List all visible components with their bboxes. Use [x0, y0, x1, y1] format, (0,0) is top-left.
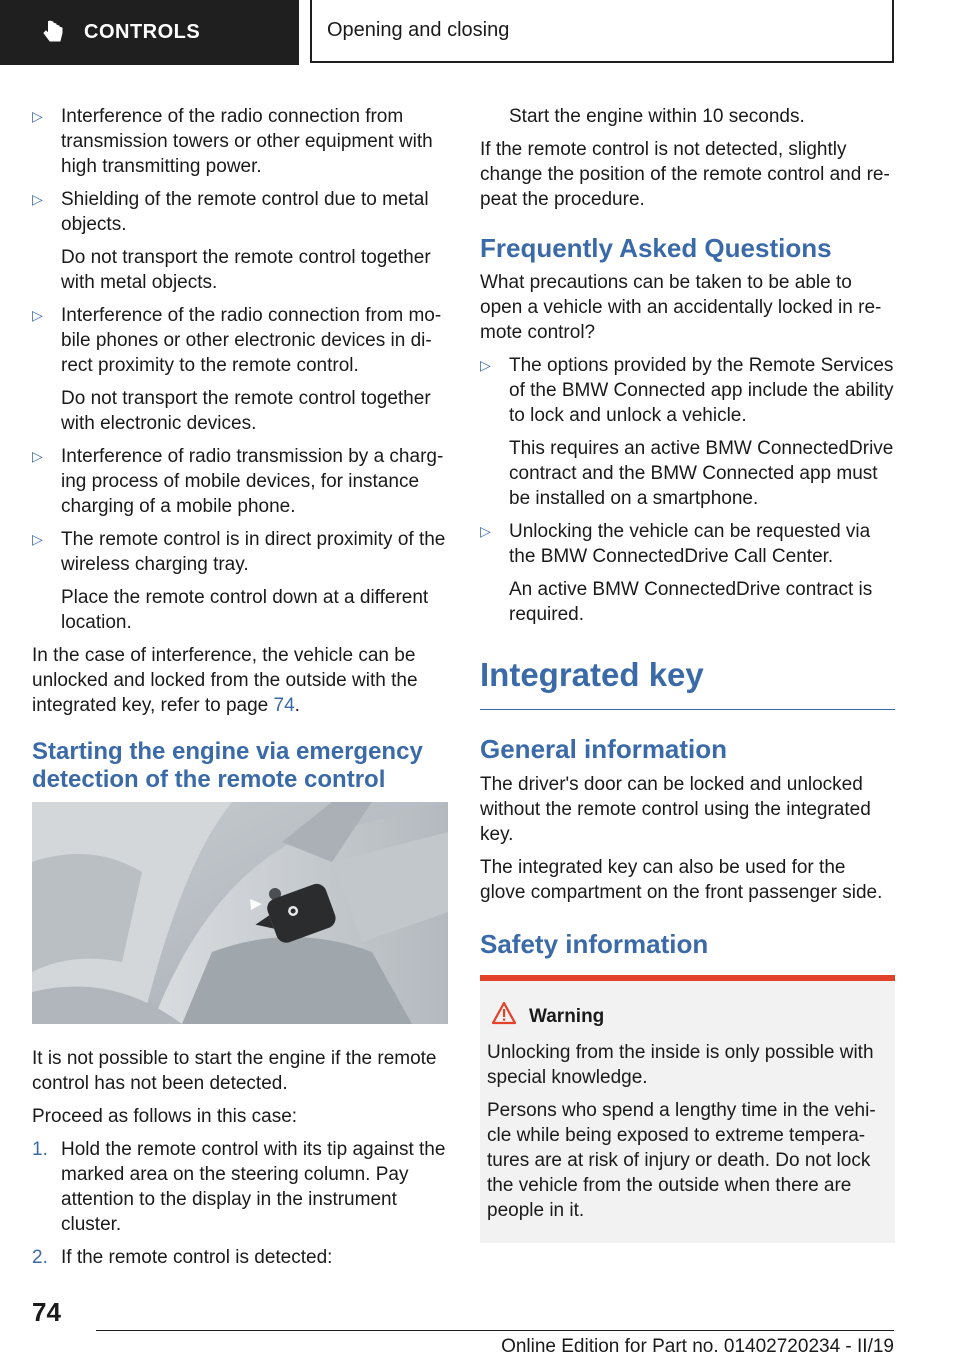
- warning-triangle-icon: [491, 1001, 521, 1032]
- list-item: [32, 303, 448, 436]
- faq-heading: Frequently Asked Questions: [480, 233, 832, 263]
- interference-paragraph: In the case of interference, the vehicle can be unlocked and locked from the outside with the integrated key, refer to page 74.: [32, 645, 418, 716]
- list-item: [480, 353, 895, 511]
- chapter-tab: [310, 0, 894, 63]
- bullet-triangle-icon: ▷: [32, 307, 43, 323]
- step-item: [32, 1245, 448, 1270]
- faq-question: What precautions can be taken to be able to open a vehicle with an accidentally locked in remote control?: [480, 272, 882, 343]
- list-item: [32, 187, 448, 295]
- list-item-text: An active BMW ConnectedDrive contract is required.: [509, 579, 873, 625]
- list-item-text: Place the remote control down at a different location.: [61, 587, 429, 633]
- step-text: If the remote control is detected:: [61, 1247, 333, 1268]
- bullet-triangle-icon: ▷: [32, 531, 43, 547]
- not-possible-text: It is not possible to start the engine if the remote control has not been detected.: [32, 1048, 437, 1094]
- footer-divider: [96, 1330, 894, 1331]
- list-item-text: Interference of radio transmission by a charging process of mobile devices, for instance charging of a mobile phone.: [61, 446, 444, 517]
- step2-continuation: Start the engine within 10 seconds.: [509, 106, 805, 127]
- proceed-text: Proceed as follows in this case:: [32, 1106, 298, 1127]
- page-link[interactable]: 74: [273, 695, 295, 716]
- step-number: 2.: [32, 1247, 48, 1268]
- faq-list: [480, 353, 895, 627]
- right-column: [480, 104, 895, 1243]
- general-info-p1: The driver's door can be locked and unlocked without the remote control using the integrated key.: [480, 774, 871, 845]
- section-tab: [0, 0, 299, 65]
- left-column: [32, 104, 448, 1278]
- general-info-p2: The integrated key can also be used for the glove compartment on the front passenger side.: [480, 857, 883, 903]
- list-item-text: Do not transport the remote control together with metal objects.: [61, 247, 431, 293]
- warning-p1: Unlocking from the inside is only possible with special knowledge.: [487, 1042, 874, 1088]
- list-item-text: The options provided by the Remote Services of the BMW Connected app include the ability to lock and unlock a vehicle.: [509, 355, 894, 426]
- bullet-triangle-icon: ▷: [32, 191, 43, 207]
- section-title: CONTROLS: [84, 21, 201, 43]
- hand-pointer-icon: [40, 20, 66, 46]
- bullet-triangle-icon: ▷: [32, 448, 43, 464]
- chapter-title: Opening and closing: [327, 19, 510, 41]
- general-info-heading: General information: [480, 734, 728, 764]
- safety-heading: Safety information: [480, 929, 709, 959]
- bullet-triangle-icon: ▷: [32, 108, 43, 124]
- not-detected-text: If the remote control is not detected, slightly change the position of the remote control and repeat the procedure.: [480, 139, 890, 210]
- page-number: 74: [32, 1297, 61, 1327]
- step-number: 1.: [32, 1139, 48, 1160]
- list-item-text: Do not transport the remote control together with electronic devices.: [61, 388, 431, 434]
- list-item: [480, 519, 895, 627]
- list-item-text: Shielding of the remote control due to metal objects.: [61, 189, 429, 235]
- bullet-triangle-icon: ▷: [480, 357, 491, 373]
- interference-list: [32, 104, 448, 635]
- list-item-text: The remote control is in direct proximity of the wireless charging tray.: [61, 529, 446, 575]
- step-text: Hold the remote control with its tip against the marked area on the steering column. Pay attention to the display in the instrument cluster.: [61, 1139, 446, 1235]
- integrated-key-heading: Integrated key: [480, 655, 895, 710]
- step-item: [32, 1137, 448, 1237]
- edition-text: Online Edition for Part no. 01402720234 - II/19: [501, 1336, 894, 1357]
- list-item: [32, 444, 448, 519]
- steering-column-photo: [32, 802, 448, 1024]
- list-item-text: This requires an active BMW ConnectedDrive contract and the BMW Connected app must be installed on a smartphone.: [509, 438, 894, 509]
- list-item-text: Interference of the radio connection from mobile phones or other electronic devices in direct proximity to the remote control.: [61, 305, 442, 376]
- warning-box: [480, 975, 895, 1243]
- bullet-triangle-icon: ▷: [480, 523, 491, 539]
- steps-list: [32, 1137, 448, 1270]
- warning-title: Warning: [529, 1006, 605, 1027]
- list-item-text: Interference of the radio connection from transmission towers or other equipment with high transmitting power.: [61, 106, 433, 177]
- list-item: [32, 104, 448, 179]
- emergency-heading: Starting the engine via emergency detection of the remote control: [32, 738, 423, 793]
- list-item: [32, 527, 448, 635]
- warning-p2: Persons who spend a lengthy time in the vehicle while being exposed to extreme temperatures are at risk of injury or death. Do not lock the vehicle from the outside when there are people in it.: [487, 1100, 876, 1221]
- list-item-text: Unlocking the vehicle can be requested via the BMW ConnectedDrive Call Center.: [509, 521, 871, 567]
